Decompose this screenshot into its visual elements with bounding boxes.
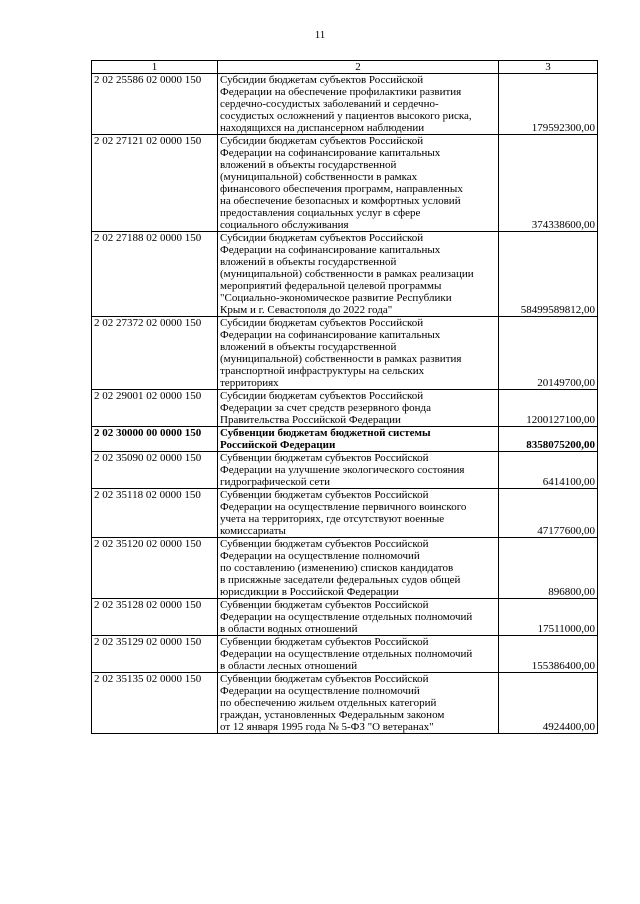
budget-code-cell: 2 02 35128 02 0000 150: [92, 599, 218, 636]
budget-item-name-cell: Субсидии бюджетам субъектов Российской Федерации на софинансирование капитальных вложений в объекты государственной (муниципальной) собственности в рамках развития транспортной инфраструктуры на сельских территориях: [218, 317, 499, 390]
budget-code-cell: 2 02 27121 02 0000 150: [92, 135, 218, 232]
table-row: [92, 232, 598, 317]
table-row: [92, 390, 598, 427]
amount-cell: 17511000,00: [499, 599, 598, 636]
budget-item-name-cell: Субвенции бюджетам субъектов Российской Федерации на осуществление отдельных полномочий в области водных отношений: [218, 599, 499, 636]
amount-cell: 47177600,00: [499, 489, 598, 538]
table-row: [92, 538, 598, 599]
budget-code-cell: 2 02 35118 02 0000 150: [92, 489, 218, 538]
table-row: [92, 636, 598, 673]
page-number: 11: [314, 29, 326, 41]
budget-code-cell: 2 02 35090 02 0000 150: [92, 452, 218, 489]
budget-revenue-table: [91, 60, 598, 734]
amount-cell: 179592300,00: [499, 74, 598, 135]
budget-item-name-cell: Субвенции бюджетам бюджетной системы Российской Федерации: [218, 427, 499, 452]
budget-code-cell: 2 02 25586 02 0000 150: [92, 74, 218, 135]
amount-cell: 1200127100,00: [499, 390, 598, 427]
amount-cell: 374338600,00: [499, 135, 598, 232]
budget-item-name-cell: Субвенции бюджетам субъектов Российской Федерации на осуществление первичного воинского учета на территориях, где отсутствуют военные комиссариаты: [218, 489, 499, 538]
table-row: [92, 673, 598, 734]
table-row: [92, 452, 598, 489]
budget-item-name-cell: Субвенции бюджетам субъектов Российской Федерации на улучшение экологического состояния гидрографической сети: [218, 452, 499, 489]
amount-cell: 20149700,00: [499, 317, 598, 390]
budget-code-cell: 2 02 27372 02 0000 150: [92, 317, 218, 390]
table-row: [92, 489, 598, 538]
amount-cell: 8358075200,00: [499, 427, 598, 452]
table-row: [92, 427, 598, 452]
table-row: [92, 74, 598, 135]
column-header-amount: 3: [499, 61, 598, 74]
budget-item-name-cell: Субсидии бюджетам субъектов Российской Федерации на софинансирование капитальных вложений в объекты государственной (муниципальной) собственности в рамках реализации мероприятий федеральной целевой программы "Социально-экономическое развитие Республики Крым и г. Севастополя до 2022 года": [218, 232, 499, 317]
amount-cell: 4924400,00: [499, 673, 598, 734]
budget-code-cell: 2 02 30000 00 0000 150: [92, 427, 218, 452]
amount-cell: 58499589812,00: [499, 232, 598, 317]
budget-code-cell: 2 02 35135 02 0000 150: [92, 673, 218, 734]
table-row: [92, 599, 598, 636]
budget-code-cell: 2 02 35120 02 0000 150: [92, 538, 218, 599]
table-header-row: [92, 61, 598, 74]
amount-cell: 896800,00: [499, 538, 598, 599]
budget-item-name-cell: Субсидии бюджетам субъектов Российской Федерации на софинансирование капитальных вложений в объекты государственной (муниципальной) собственности в рамках финансового обеспечения программ, направленных на обеспечение безопасных и комфортных условий предоставления социальных услуг в сфере социального обслуживания: [218, 135, 499, 232]
budget-item-name-cell: Субвенции бюджетам субъектов Российской Федерации на осуществление отдельных полномочий в области лесных отношений: [218, 636, 499, 673]
table-row: [92, 317, 598, 390]
budget-item-name-cell: Субсидии бюджетам субъектов Российской Федерации за счет средств резервного фонда Правительства Российской Федерации: [218, 390, 499, 427]
amount-cell: 155386400,00: [499, 636, 598, 673]
budget-item-name-cell: Субвенции бюджетам субъектов Российской Федерации на осуществление полномочий по составлению (изменению) списков кандидатов в присяжные заседатели федеральных судов общей юрисдикции в Российской Федерации: [218, 538, 499, 599]
table-body: [92, 74, 598, 734]
budget-code-cell: 2 02 27188 02 0000 150: [92, 232, 218, 317]
budget-item-name-cell: Субсидии бюджетам субъектов Российской Федерации на обеспечение профилактики развития сердечно-сосудистых заболеваний и сердечно- сосудистых осложнений у пациентов высокого риска, находящихся на диспансерном наблюдении: [218, 74, 499, 135]
column-header-name: 2: [218, 61, 499, 74]
budget-code-cell: 2 02 29001 02 0000 150: [92, 390, 218, 427]
amount-cell: 6414100,00: [499, 452, 598, 489]
table-row: [92, 135, 598, 232]
column-header-code: 1: [92, 61, 218, 74]
budget-item-name-cell: Субвенции бюджетам субъектов Российской Федерации на осуществление полномочий по обеспечению жильем отдельных категорий граждан, установленных Федеральным законом от 12 января 1995 года № 5-ФЗ "О ветеранах": [218, 673, 499, 734]
budget-code-cell: 2 02 35129 02 0000 150: [92, 636, 218, 673]
